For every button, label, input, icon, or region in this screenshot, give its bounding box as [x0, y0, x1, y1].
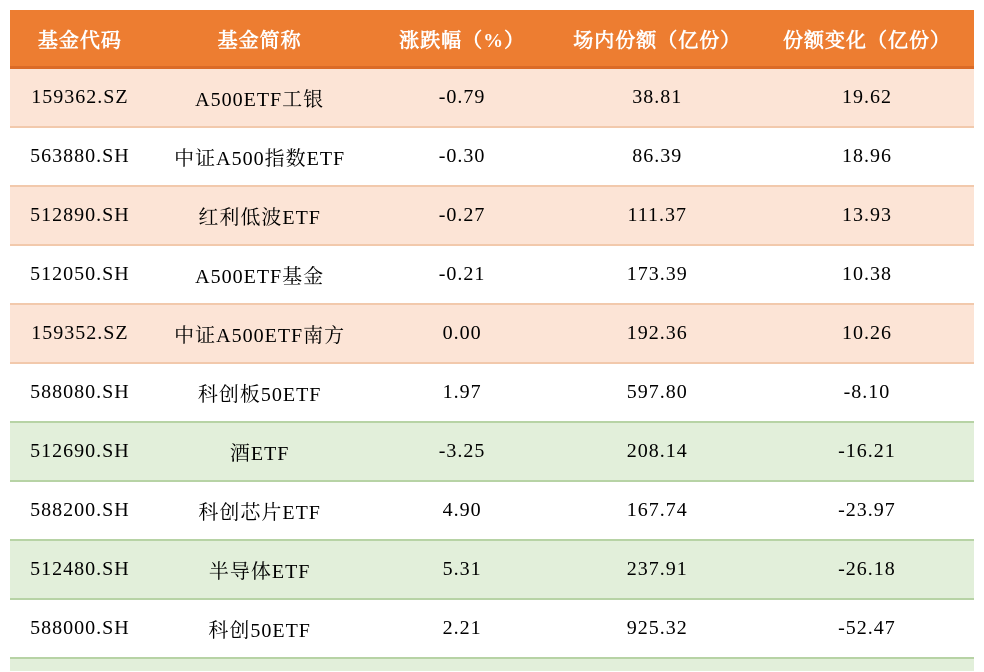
cell-fund-code: 588000.SH — [10, 599, 150, 657]
table-row — [10, 481, 974, 540]
cell-onmarket-shares: 86.39 — [555, 127, 760, 186]
cell-fund-name: 中证A500指数ETF — [150, 127, 370, 186]
cell-fund-code: 512480.SH — [10, 540, 150, 599]
cell-change-pct: 5.31 — [370, 540, 555, 599]
table-row — [10, 540, 974, 599]
cell-fund-name: A500ETF基金 — [150, 245, 370, 304]
cell-fund-code: 159352.SZ — [10, 304, 150, 363]
cell-change-pct: 1.97 — [370, 363, 555, 422]
cell-share-change: 10.38 — [760, 245, 974, 304]
table-row — [10, 68, 974, 128]
table-row — [10, 422, 974, 481]
cell-change-pct: -0.21 — [370, 245, 555, 304]
cell-share-change: -8.10 — [760, 363, 974, 422]
cell-onmarket-shares: 167.74 — [555, 481, 760, 540]
cell-share-change: 10.26 — [760, 304, 974, 363]
table-row — [10, 304, 974, 363]
table-row — [10, 186, 974, 245]
cell-share-change: -26.18 — [760, 540, 974, 599]
cell-fund-name: 科创50ETF — [150, 599, 370, 657]
cell-onmarket-shares: 237.91 — [555, 540, 760, 599]
cell-fund-code: 512050.SH — [10, 245, 150, 304]
cell-share-change: -23.97 — [760, 481, 974, 540]
cell-fund-code: 588080.SH — [10, 363, 150, 422]
cell-change-pct: 0.00 — [370, 304, 555, 363]
fund-table-header — [10, 10, 974, 68]
cell-change-pct: -3.25 — [370, 422, 555, 481]
header-cell-fund-code: 基金代码 — [10, 10, 150, 68]
cell-change-pct: 4.90 — [370, 481, 555, 540]
cell-onmarket-shares: 925.32 — [555, 599, 760, 657]
cell-change-pct: 2.21 — [370, 599, 555, 657]
fund-share-table — [10, 10, 974, 657]
cell-fund-name: 酒ETF — [150, 422, 370, 481]
cell-fund-name: 半导体ETF — [150, 540, 370, 599]
cell-onmarket-shares: 38.81 — [555, 68, 760, 128]
cell-fund-code: 159362.SZ — [10, 68, 150, 128]
cell-onmarket-shares: 173.39 — [555, 245, 760, 304]
cell-change-pct: -0.79 — [370, 68, 555, 128]
cell-change-pct: -0.27 — [370, 186, 555, 245]
cell-change-pct: -0.30 — [370, 127, 555, 186]
cell-fund-name: 红利低波ETF — [150, 186, 370, 245]
cell-onmarket-shares: 192.36 — [555, 304, 760, 363]
cell-fund-name: 中证A500ETF南方 — [150, 304, 370, 363]
fund-share-table-container — [10, 10, 974, 671]
table-row — [10, 127, 974, 186]
cell-fund-name: 科创芯片ETF — [150, 481, 370, 540]
header-cell-onmarket-shares: 场内份额（亿份） — [555, 10, 760, 68]
cell-fund-code: 588200.SH — [10, 481, 150, 540]
cell-onmarket-shares: 208.14 — [555, 422, 760, 481]
header-row — [10, 10, 974, 68]
cell-fund-code: 512690.SH — [10, 422, 150, 481]
header-cell-share-change: 份额变化（亿份） — [760, 10, 974, 68]
header-cell-fund-name: 基金简称 — [150, 10, 370, 68]
cell-fund-code: 512890.SH — [10, 186, 150, 245]
cell-share-change: -52.47 — [760, 599, 974, 657]
table-row — [10, 599, 974, 657]
fund-table-body — [10, 68, 974, 658]
partial-next-row-strip — [10, 657, 974, 671]
cell-share-change: 19.62 — [760, 68, 974, 128]
cell-share-change: 18.96 — [760, 127, 974, 186]
cell-fund-code: 563880.SH — [10, 127, 150, 186]
cell-onmarket-shares: 111.37 — [555, 186, 760, 245]
table-row — [10, 245, 974, 304]
table-row — [10, 363, 974, 422]
cell-fund-name: 科创板50ETF — [150, 363, 370, 422]
header-cell-change-pct: 涨跌幅（%） — [370, 10, 555, 68]
cell-onmarket-shares: 597.80 — [555, 363, 760, 422]
cell-fund-name: A500ETF工银 — [150, 68, 370, 128]
cell-share-change: -16.21 — [760, 422, 974, 481]
cell-share-change: 13.93 — [760, 186, 974, 245]
